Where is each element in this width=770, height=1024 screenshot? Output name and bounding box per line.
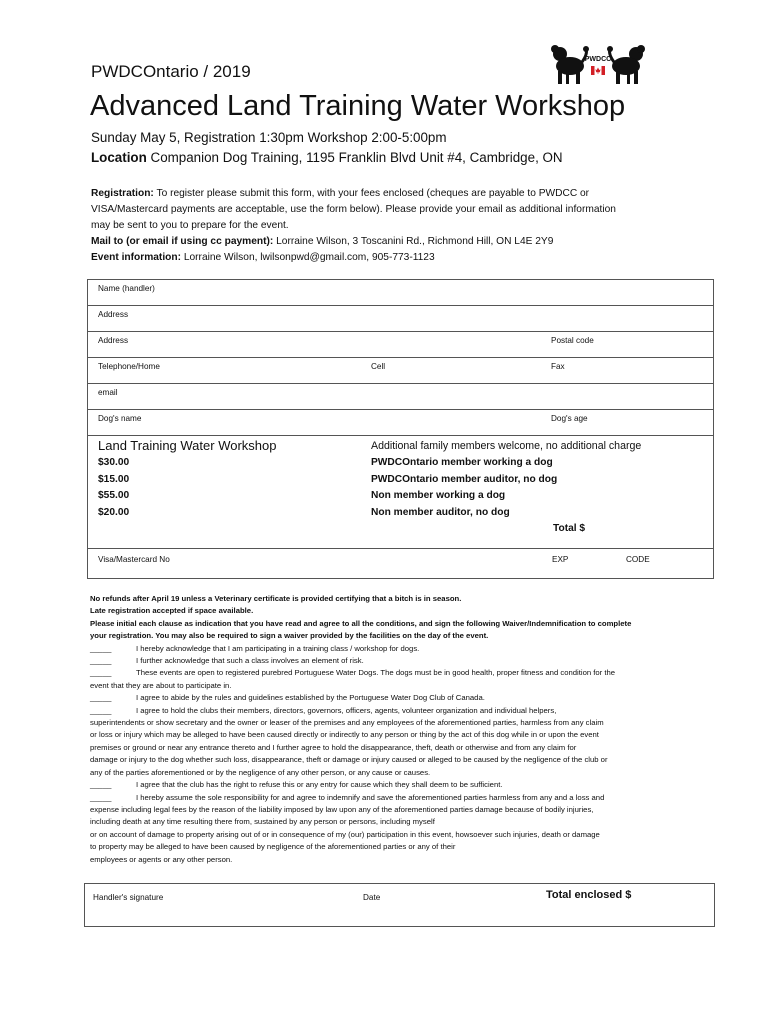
location-line: [91, 150, 563, 165]
clause-text: I further acknowledge that such a class involves an element of risk.: [136, 656, 364, 666]
header-subtitle: PWDCOntario / 2019: [91, 62, 251, 81]
right-dog-icon: [607, 45, 645, 84]
clause-text: I hereby assume the sole responsibility for and agree to indemnify and save the aforementioned parties harmless from any and a loss and: [136, 792, 605, 802]
registration-text-2: VISA/Mastercard payments are acceptable, use the form below). Please provide your email as additional information: [91, 204, 616, 215]
handler-signature-label: Handler's signature: [93, 893, 164, 902]
date-label: Date: [363, 893, 381, 902]
clause-text: These events are open to registered purebred Portuguese Water Dogs. The dogs must be in good health, proper fitness and condition for the: [136, 668, 616, 678]
clause-text: damage or injury to the dog whether such loss, disappearance, theft or damage or injury caused or alleged to be caused by the negligence of the club or: [90, 755, 608, 765]
email-label: email: [98, 388, 118, 397]
price-description: Non member auditor, no dog: [371, 507, 510, 518]
late-registration: Late registration accepted if space available.: [90, 606, 254, 616]
clause-text: I hereby acknowledge that I am participating in a training class / workshop for dogs.: [136, 643, 420, 653]
price-amount: $55.00: [98, 490, 130, 501]
price-amount: $20.00: [98, 507, 130, 518]
registration-text-1: To register please submit this form, with your fees enclosed (cheques are payable to PWDCC or: [153, 188, 590, 199]
address1-field[interactable]: [88, 306, 713, 332]
price-amount: $15.00: [98, 474, 130, 485]
date-line: Sunday May 5, Registration 1:30pm Workshop 2:00-5:00pm: [91, 130, 447, 145]
cell-label: Cell: [371, 362, 386, 371]
initial-blank[interactable]: _____: [90, 792, 112, 802]
initial-blank[interactable]: _____: [90, 668, 112, 678]
address1-label: Address: [98, 310, 129, 319]
left-dog-icon: [551, 45, 589, 84]
event-info-label: Event information:: [91, 252, 181, 263]
telephone-label: Telephone/Home: [98, 362, 160, 371]
clause-text: event that they are about to participate in.: [90, 680, 232, 690]
registration-label: Registration:: [91, 188, 154, 199]
price-amount: $30.00: [98, 457, 130, 468]
terms-and-waiver: [90, 593, 718, 866]
mail-value: Lorraine Wilson, 3 Toscanini Rd., Richmond Hill, ON L4E 2Y9: [273, 236, 554, 247]
signature-box[interactable]: [84, 883, 715, 927]
event-info-value: Lorraine Wilson, lwilsonpwd@gmail.com, 905-773-1123: [181, 252, 435, 263]
initial-blank[interactable]: _____: [90, 643, 112, 653]
svg-text:PWDCC: PWDCC: [584, 56, 612, 63]
email-field[interactable]: [88, 384, 713, 410]
mail-label: Mail to (or email if using cc payment):: [91, 236, 274, 247]
clause-text: superintendents or show secretary and the owner or leaser of the premises and any employees of the aforementioned parties, harmless from any claim: [90, 718, 604, 728]
total-enclosed-label: Total enclosed $: [546, 889, 632, 901]
price-description: PWDCOntario member working a dog: [371, 457, 553, 468]
initial-blank[interactable]: _____: [90, 780, 112, 790]
initial-instructions-cont: your registration. You may also be required to sign a waiver provided by the facilities on the day of the event.: [90, 631, 489, 641]
clause-text: expense including legal fees by the reason of the liability imposed by law upon any of the aforementioned parties damage because of bodily injuries,: [90, 804, 594, 814]
workshop-note: Additional family members welcome, no additional charge: [371, 440, 642, 452]
canada-flag-icon: [591, 66, 605, 75]
clause-text: including death at any time resulting there from, sustained by any person or persons, including myself: [90, 817, 435, 827]
address2-label: Address: [98, 336, 129, 345]
location-label: Location: [91, 150, 147, 165]
dog-field[interactable]: [88, 410, 713, 436]
price-description: PWDCOntario member auditor, no dog: [371, 474, 558, 485]
dog-age-label: Dog's age: [551, 414, 588, 423]
clause-text: or loss or injury which may be alleged to have been caused directly or indirectly to any person or thing by the act of this dog while in or upon the event: [90, 730, 599, 740]
name-label: Name (handler): [98, 284, 155, 293]
initial-blank[interactable]: _____: [90, 693, 112, 703]
location-value: Companion Dog Training, 1195 Franklin Blvd Unit #4, Cambridge, ON: [146, 150, 563, 165]
visa-label: Visa/Mastercard No: [98, 555, 170, 564]
total-label: Total $: [553, 523, 586, 534]
clause-text: to property may be alleged to have been caused by negligence of the aforementioned parties or any of their: [90, 842, 456, 852]
phone-field[interactable]: [88, 358, 713, 384]
name-field[interactable]: [88, 280, 713, 306]
clause-text: I agree to hold the clubs their members, directors, governors, officers, agents, volunteer organization and individual helpers,: [136, 705, 557, 715]
pwdcc-logo: [548, 44, 648, 86]
registration-info: [91, 186, 691, 266]
clause-text: any of the parties aforementioned or by the negligence of any other person, or any cause or causes.: [90, 767, 431, 777]
initial-blank[interactable]: _____: [90, 705, 112, 715]
clause-text: I agree to abide by the rules and guidelines established by the Portuguese Water Dog Club of Canada.: [136, 693, 485, 703]
initial-blank[interactable]: _____: [90, 656, 112, 666]
code-label: CODE: [626, 555, 650, 564]
exp-label: EXP: [552, 555, 569, 564]
initial-instructions: Please initial each clause as indication that you have read and agree to all the conditions, and sign the following Waiver/Indemnification to complete: [90, 618, 632, 628]
registration-text-3: may be sent to you to prepare for the event.: [91, 220, 289, 231]
fax-label: Fax: [551, 362, 565, 371]
dog-name-label: Dog's name: [98, 414, 142, 423]
clause-text: employees or agents or any other person.: [90, 854, 233, 864]
registration-form: [87, 279, 714, 579]
postal-code-label: Postal code: [551, 336, 594, 345]
refund-policy: No refunds after April 19 unless a Veterinary certificate is provided certifying that a bitch is in season.: [90, 594, 462, 603]
clause-text: premises or ground or near any entrance thereto and I further agree to hold the disappearance, theft, death or otherwise and from any claim for: [90, 742, 577, 752]
price-description: Non member working a dog: [371, 490, 506, 501]
clause-text: I agree that the club has the right to refuse this or any entry for cause which they shall deem to be sufficient.: [136, 780, 503, 790]
workshop-title: Land Training Water Workshop: [98, 438, 277, 453]
visa-field[interactable]: [88, 548, 713, 579]
clause-text: or on account of damage to property arising out of or in consequence of my (our) participation in this event, howsoever such injuries, death or damage: [90, 829, 600, 839]
address2-field[interactable]: [88, 332, 713, 358]
page-title: Advanced Land Training Water Workshop: [90, 90, 626, 122]
